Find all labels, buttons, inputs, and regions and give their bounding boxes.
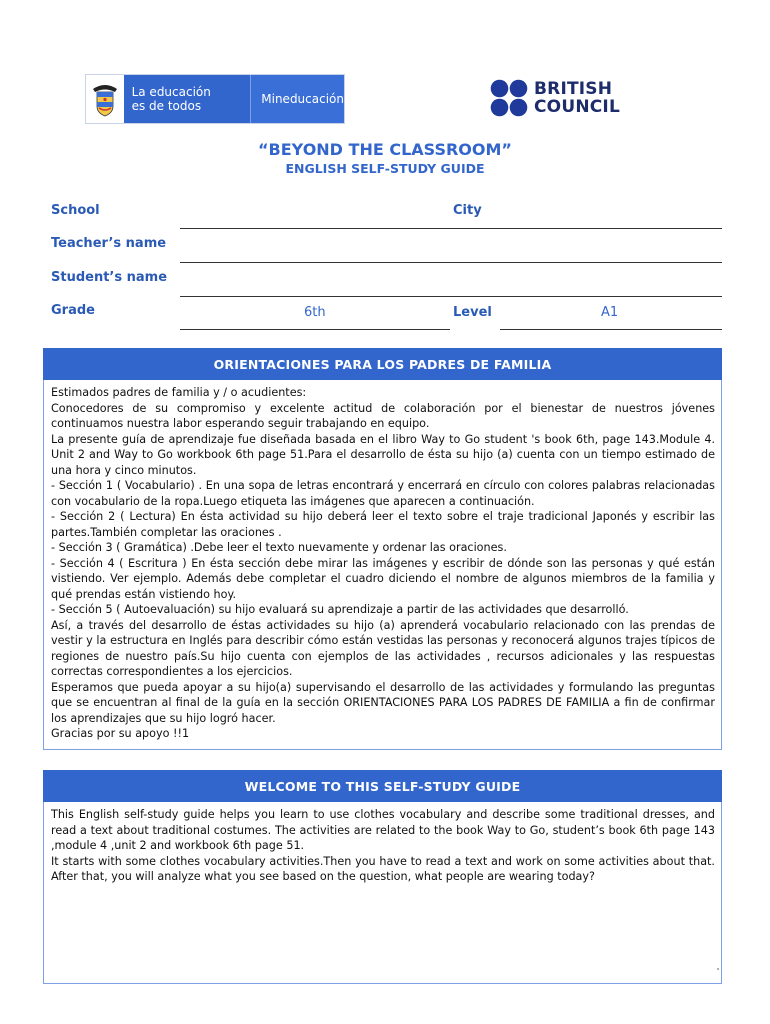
- level-label: Level: [453, 305, 492, 320]
- students-name-label: Student’s name: [51, 270, 168, 285]
- mineducacion-tagline: [124, 75, 251, 123]
- school-label: School: [51, 203, 100, 218]
- parents-paragraph: Esperamos que pueda apoyar a su hijo(a) supervisando el desarrollo de las actividades y formulando las preguntas que se encuentran al final de la guía en la sección ORIENTACIONES PARA LOS PADRES DE FAMILIA a fin de confirmar los aprendizajes que su hijo logró hacer.: [51, 680, 715, 725]
- level-field[interactable]: [500, 329, 722, 330]
- mineducacion-name: Mineducación: [250, 75, 344, 123]
- parents-paragraph: - Sección 1 ( Vocabulario) . En una sopa de letras encontrará y encerrará en círculo con colores palabras relacionadas con vocabulario de la ropa.Luego etiqueta las imágenes que aparecen a continuación.: [51, 479, 715, 508]
- welcome-section-heading: WELCOME TO THIS SELF-STUDY GUIDE: [43, 770, 722, 802]
- students-name-field[interactable]: [180, 296, 722, 297]
- grade-label: Grade: [51, 303, 95, 318]
- document-title: “BEYOND THE CLASSROOM”: [258, 140, 512, 159]
- colombia-coat-of-arms-icon: [86, 75, 124, 123]
- parents-section-body: [43, 380, 722, 750]
- british-council-dots-icon: [490, 79, 528, 117]
- grade-value[interactable]: 6th: [304, 305, 326, 320]
- city-label: City: [453, 203, 482, 218]
- mineducacion-logo: [85, 74, 345, 124]
- level-value[interactable]: A1: [601, 305, 619, 320]
- british-council-logo: [490, 76, 630, 120]
- teachers-name-label: Teacher’s name: [51, 236, 167, 251]
- parents-paragraph: - Sección 4 ( Escritura ) En ésta sección debe mirar las imágenes y escribir de dónde son las personas y qué están vistiendo. Ver ejemplo. Además debe completar el cuadro diciendo el nombre de algunos miembros de la familia y qué prendas están vistiendo hoy.: [51, 556, 715, 601]
- parents-paragraph: - Sección 3 ( Gramática) .Debe leer el texto nuevamente y ordenar las oraciones.: [51, 541, 507, 554]
- parents-section-heading: ORIENTACIONES PARA LOS PADRES DE FAMILIA: [43, 348, 722, 380]
- parents-paragraph: - Sección 2 ( Lectura) En ésta actividad su hijo deberá leer el texto sobre el traje tradicional Japonés y escribir las partes.También completar las oraciones .: [51, 510, 715, 539]
- page-dot: [717, 968, 719, 970]
- parents-paragraph: La presente guía de aprendizaje fue diseñada basada en el libro Way to Go student 's book 6th, page 143.Module 4. Unit 2 and Way to Go workbook 6th page 51.Para el desarrollo de ésta su hijo (a) cuenta con un tiempo estimado de una hora y cinco minutos.: [51, 432, 715, 477]
- parents-paragraph: Conocedores de su compromiso y excelente actitud de colaboración por el bienestar de nuestros jóvenes continuamos nuestra labor esperando seguir trabajando en equipo.: [51, 401, 715, 430]
- parents-paragraph: Así, a través del desarrollo de éstas actividades su hijo (a) aprenderá vocabulario relacionado con las prendas de vestir y la estructura en Inglés para describir cómo están vestidas las personas y reconocerá algunos trajes típicos de regiones de nuestro país.Su hijo cuenta con ejemplos de las actividades , recursos adicionales y las respuestas correctas correspondientes a los ejercicios.: [51, 618, 715, 678]
- welcome-paragraph: It starts with some clothes vocabulary activities.Then you have to read a text and work on some activities about that. After that, you will analyze what you see based on the question, what people are wearing today?: [51, 854, 715, 883]
- teachers-name-field[interactable]: [180, 262, 722, 263]
- grade-field[interactable]: [180, 329, 450, 330]
- bc-line-1: BRITISH: [534, 79, 613, 99]
- tagline-line-1: La educación: [131, 85, 211, 99]
- welcome-paragraph: This English self-study guide helps you learn to use clothes vocabulary and describe some traditional dresses, and read a text about traditional costumes. The activities are related to the book Way to Go, student’s book 6th page 143 ,module 4 ,unit 2 and workbook 6th page 51.: [51, 808, 715, 852]
- parents-paragraph: Gracias por su apoyo !!1: [51, 727, 190, 740]
- document-subtitle: ENGLISH SELF-STUDY GUIDE: [285, 161, 485, 176]
- tagline-line-2: es de todos: [131, 99, 202, 113]
- welcome-section-body: [43, 802, 722, 984]
- parents-paragraph: Estimados padres de familia y / o acudientes:: [51, 386, 307, 399]
- school-city-line[interactable]: [180, 228, 722, 229]
- parents-paragraph: - Sección 5 ( Autoevaluación) su hijo evaluará su aprendizaje a partir de las actividades que desarrolló.: [51, 603, 629, 616]
- bc-line-2: COUNCIL: [534, 97, 620, 117]
